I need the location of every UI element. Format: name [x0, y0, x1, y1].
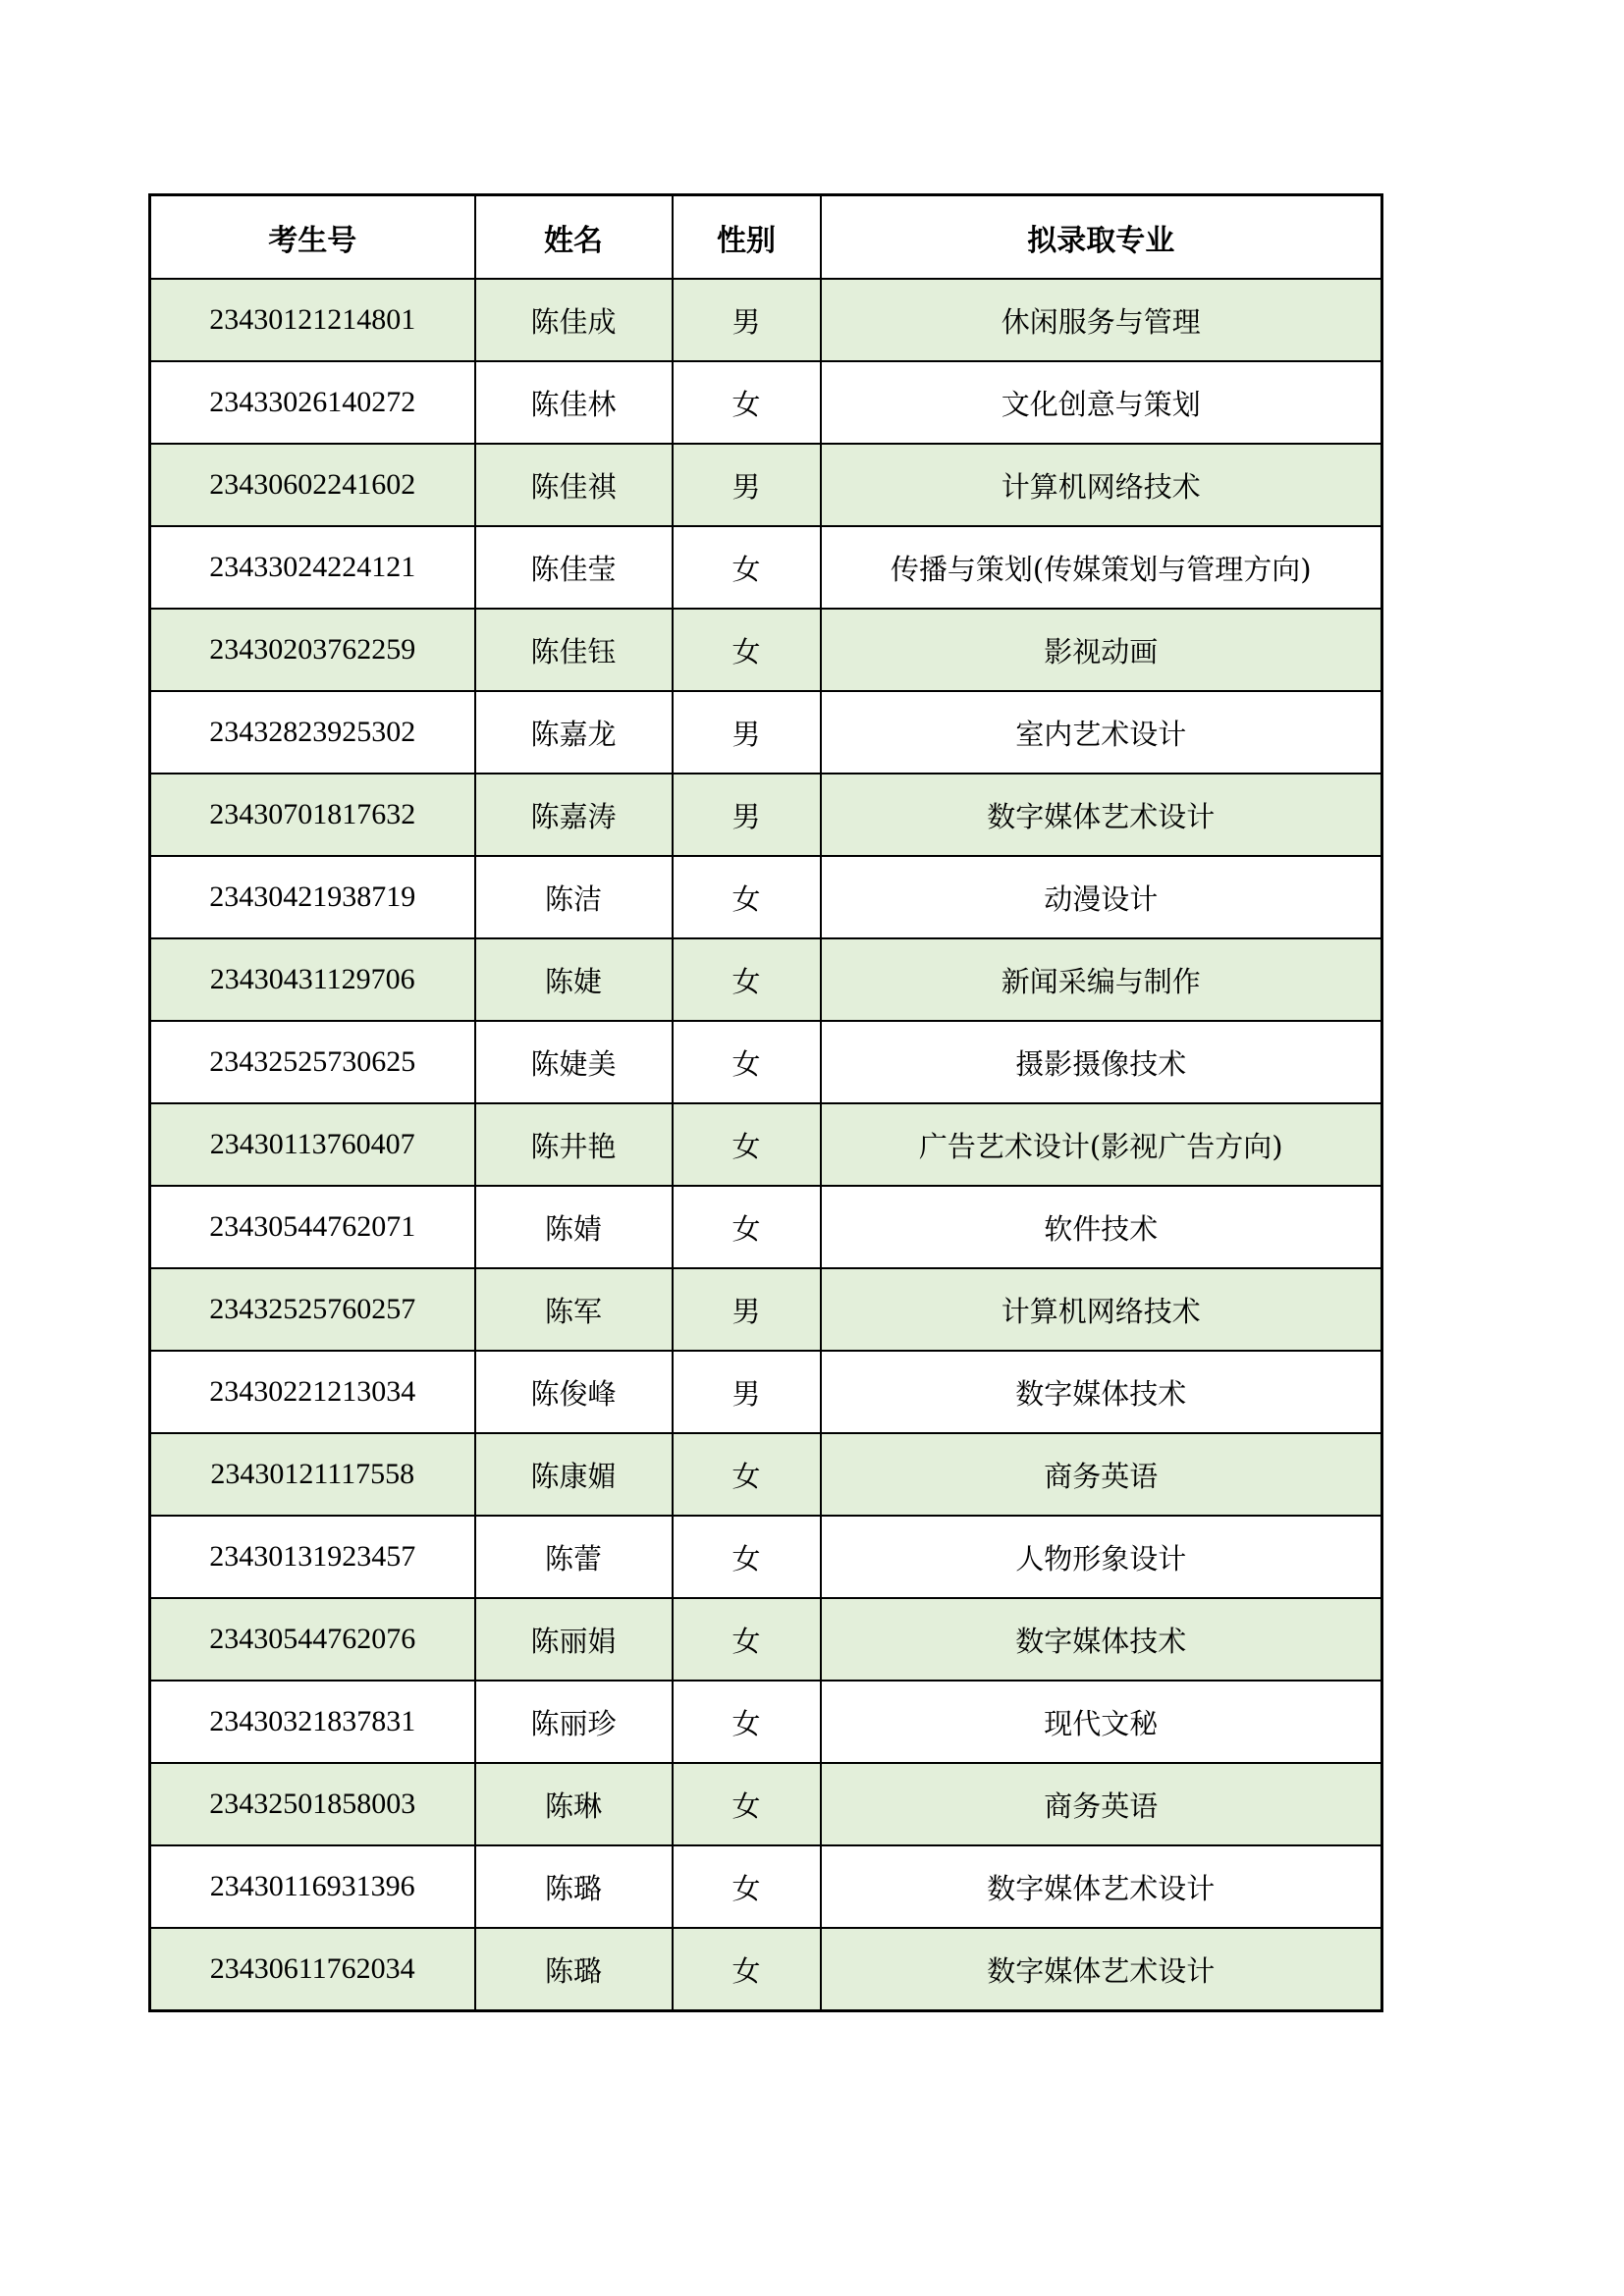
exam-id-cell: 23430121117558	[150, 1433, 475, 1516]
major-cell: 新闻采编与制作	[821, 938, 1382, 1021]
gender-cell: 女	[673, 856, 821, 938]
major-cell: 摄影摄像技术	[821, 1021, 1382, 1103]
admission-list-table	[148, 193, 1383, 2012]
table-row	[150, 1021, 1382, 1103]
name-cell: 陈佳钰	[475, 609, 673, 691]
exam-id-cell: 23430221213034	[150, 1351, 475, 1433]
gender-cell: 女	[673, 609, 821, 691]
exam-id-cell: 23430701817632	[150, 774, 475, 856]
table-row	[150, 1433, 1382, 1516]
gender-cell: 女	[673, 1186, 821, 1268]
name-cell: 陈嘉涛	[475, 774, 673, 856]
major-cell: 数字媒体艺术设计	[821, 1845, 1382, 1928]
table-row	[150, 1103, 1382, 1186]
gender-cell: 女	[673, 1763, 821, 1845]
table-row	[150, 1516, 1382, 1598]
table-row	[150, 774, 1382, 856]
exam-id-cell: 23432823925302	[150, 691, 475, 774]
exam-id-cell: 23432525760257	[150, 1268, 475, 1351]
header-gender: 性别	[673, 195, 821, 280]
table-row	[150, 1681, 1382, 1763]
exam-id-cell: 23430116931396	[150, 1845, 475, 1928]
major-cell: 室内艺术设计	[821, 691, 1382, 774]
major-cell: 数字媒体艺术设计	[821, 1928, 1382, 2011]
gender-cell: 男	[673, 279, 821, 361]
table-row	[150, 361, 1382, 444]
exam-id-cell: 23430321837831	[150, 1681, 475, 1763]
gender-cell: 女	[673, 361, 821, 444]
exam-id-cell: 23430431129706	[150, 938, 475, 1021]
gender-cell: 男	[673, 444, 821, 526]
name-cell: 陈佳林	[475, 361, 673, 444]
gender-cell: 男	[673, 1268, 821, 1351]
header-major: 拟录取专业	[821, 195, 1382, 280]
name-cell: 陈婧	[475, 1186, 673, 1268]
table-row	[150, 691, 1382, 774]
table-row	[150, 1763, 1382, 1845]
exam-id-cell: 23430611762034	[150, 1928, 475, 2011]
table-row	[150, 279, 1382, 361]
table-row	[150, 856, 1382, 938]
table-row	[150, 1928, 1382, 2011]
gender-cell: 女	[673, 1516, 821, 1598]
name-cell: 陈蕾	[475, 1516, 673, 1598]
table-row	[150, 1268, 1382, 1351]
gender-cell: 女	[673, 1928, 821, 2011]
name-cell: 陈井艳	[475, 1103, 673, 1186]
table-row	[150, 1845, 1382, 1928]
gender-cell: 女	[673, 1021, 821, 1103]
header-name: 姓名	[475, 195, 673, 280]
gender-cell: 女	[673, 1598, 821, 1681]
gender-cell: 男	[673, 1351, 821, 1433]
name-cell: 陈璐	[475, 1928, 673, 2011]
table-header	[150, 195, 1382, 280]
gender-cell: 男	[673, 774, 821, 856]
major-cell: 数字媒体技术	[821, 1598, 1382, 1681]
name-cell: 陈佳祺	[475, 444, 673, 526]
major-cell: 软件技术	[821, 1186, 1382, 1268]
exam-id-cell: 23430544762076	[150, 1598, 475, 1681]
exam-id-cell: 23430544762071	[150, 1186, 475, 1268]
name-cell: 陈婕美	[475, 1021, 673, 1103]
name-cell: 陈丽珍	[475, 1681, 673, 1763]
major-cell: 计算机网络技术	[821, 1268, 1382, 1351]
table-row	[150, 1351, 1382, 1433]
table-row	[150, 938, 1382, 1021]
name-cell: 陈婕	[475, 938, 673, 1021]
exam-id-cell: 23433024224121	[150, 526, 475, 609]
gender-cell: 女	[673, 1681, 821, 1763]
gender-cell: 女	[673, 1845, 821, 1928]
exam-id-cell: 23433026140272	[150, 361, 475, 444]
exam-id-cell: 23432501858003	[150, 1763, 475, 1845]
exam-id-cell: 23430131923457	[150, 1516, 475, 1598]
major-cell: 广告艺术设计(影视广告方向)	[821, 1103, 1382, 1186]
major-cell: 文化创意与策划	[821, 361, 1382, 444]
exam-id-cell: 23432525730625	[150, 1021, 475, 1103]
name-cell: 陈璐	[475, 1845, 673, 1928]
name-cell: 陈佳成	[475, 279, 673, 361]
exam-id-cell: 23430121214801	[150, 279, 475, 361]
table-body	[150, 279, 1382, 2011]
exam-id-cell: 23430421938719	[150, 856, 475, 938]
exam-id-cell: 23430602241602	[150, 444, 475, 526]
header-row	[150, 195, 1382, 280]
gender-cell: 女	[673, 1103, 821, 1186]
name-cell: 陈嘉龙	[475, 691, 673, 774]
major-cell: 数字媒体技术	[821, 1351, 1382, 1433]
major-cell: 现代文秘	[821, 1681, 1382, 1763]
major-cell: 休闲服务与管理	[821, 279, 1382, 361]
header-exam-id: 考生号	[150, 195, 475, 280]
table-row	[150, 526, 1382, 609]
major-cell: 动漫设计	[821, 856, 1382, 938]
table-row	[150, 609, 1382, 691]
major-cell: 计算机网络技术	[821, 444, 1382, 526]
gender-cell: 女	[673, 526, 821, 609]
gender-cell: 女	[673, 938, 821, 1021]
gender-cell: 女	[673, 1433, 821, 1516]
major-cell: 商务英语	[821, 1433, 1382, 1516]
exam-id-cell: 23430113760407	[150, 1103, 475, 1186]
major-cell: 影视动画	[821, 609, 1382, 691]
table-row	[150, 444, 1382, 526]
gender-cell: 男	[673, 691, 821, 774]
major-cell: 人物形象设计	[821, 1516, 1382, 1598]
name-cell: 陈丽娟	[475, 1598, 673, 1681]
name-cell: 陈洁	[475, 856, 673, 938]
name-cell: 陈军	[475, 1268, 673, 1351]
name-cell: 陈康媚	[475, 1433, 673, 1516]
name-cell: 陈俊峰	[475, 1351, 673, 1433]
name-cell: 陈佳莹	[475, 526, 673, 609]
major-cell: 商务英语	[821, 1763, 1382, 1845]
table-row	[150, 1186, 1382, 1268]
name-cell: 陈琳	[475, 1763, 673, 1845]
major-cell: 数字媒体艺术设计	[821, 774, 1382, 856]
major-cell: 传播与策划(传媒策划与管理方向)	[821, 526, 1382, 609]
table-row	[150, 1598, 1382, 1681]
exam-id-cell: 23430203762259	[150, 609, 475, 691]
